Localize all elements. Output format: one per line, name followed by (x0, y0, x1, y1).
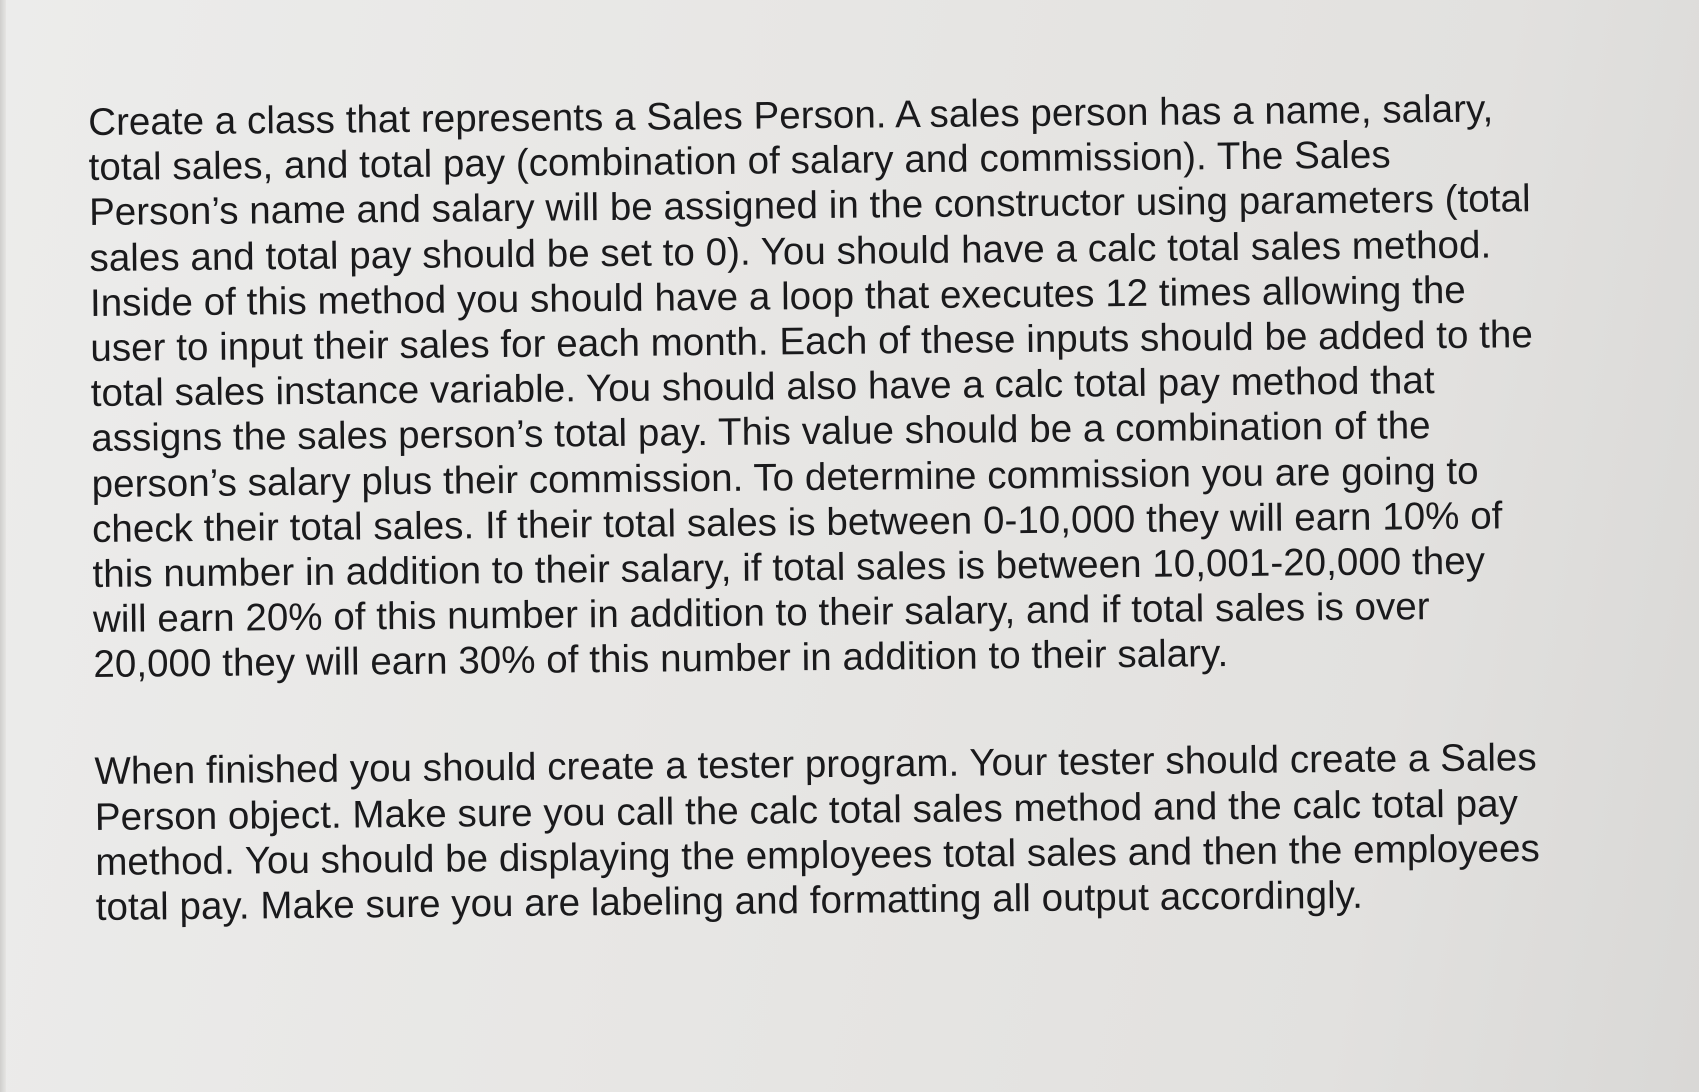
paragraph-sales-person-class (88, 85, 1654, 687)
text-line: When finished you should create a tester program. Your tester should create a Sales (94, 736, 1537, 794)
text-line: Inside of this method you should have a loop that executes 12 times allowing the (89, 268, 1466, 325)
text-line: method. You should be displaying the employees total sales and then the employees (95, 826, 1540, 884)
text-line: person’s salary plus their commission. To determine commission you are going to (91, 449, 1479, 506)
assignment-text (88, 85, 1656, 930)
text-line: user to input their sales for each month. Each of these inputs should be added to the (90, 313, 1534, 370)
text-line: check their total sales. If their total sales is between 0-10,000 they will earn 10% of (91, 494, 1503, 551)
text-line: Person object. Make sure you call the calc total sales method and the calc total pay (94, 781, 1519, 839)
text-line: sales and total pay should be set to 0). You should have a calc total sales method. (89, 223, 1492, 280)
text-line: total sales, and total pay (combination of salary and commission). The Sales (88, 133, 1391, 190)
text-line: assigns the sales person’s total pay. This value should be a combination of the (91, 404, 1431, 461)
text-line: 20,000 they will earn 30% of this number in addition to their salary. (93, 632, 1229, 687)
text-line: this number in addition to their salary, if total sales is between 10,001-20,000 they (92, 539, 1486, 596)
screen-bezel-edge (0, 0, 6, 1092)
text-line: Person’s name and salary will be assigned in the constructor using parameters (total (88, 177, 1531, 235)
text-line: total sales instance variable. You should also have a calc total pay method that (90, 359, 1435, 416)
text-line: will earn 20% of this number in addition to their salary, and if total sales is over (92, 585, 1430, 642)
text-line: Create a class that represents a Sales Person. A sales person has a name, salary, (88, 87, 1494, 144)
paragraph-tester-program (94, 734, 1656, 930)
text-line: total pay. Make sure you are labeling and formatting all output accordingly. (95, 873, 1364, 929)
